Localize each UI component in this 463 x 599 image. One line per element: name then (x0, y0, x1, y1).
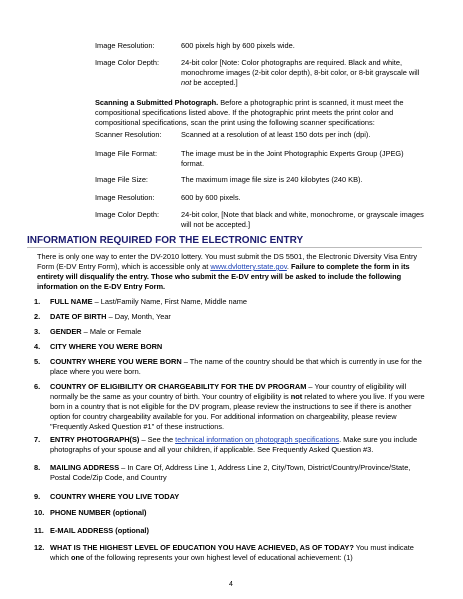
page-number: 4 (229, 581, 233, 588)
spec-value: The maximum image file size is 240 kilobytes (240 KB). (181, 175, 363, 184)
scanning-title: Scanning a Submitted Photograph. (95, 98, 219, 107)
spec-label: Scanner Resolution: (95, 130, 162, 139)
section-heading: INFORMATION REQUIRED FOR THE ELECTRONIC ENTRY (27, 234, 422, 248)
dvlottery-link[interactable]: www.dvlottery.state.gov (210, 262, 287, 271)
spec-value: 600 by 600 pixels. (181, 193, 241, 202)
scanning-paragraph: Scanning a Submitted Photograph. Before a photographic print is scanned, it must meet the compositional specifications listed above. If the photographic print meets the print color and compositional specifications, scan the print using the following scanner specifications: (95, 98, 404, 127)
spec-label: Image Color Depth: (95, 210, 160, 219)
spec-value: The image must be in the Joint Photographic Experts Group (JPEG) format. (181, 149, 404, 168)
spec-value: Scanned at a resolution of at least 150 dots per inch (dpi). (181, 130, 371, 139)
intro-paragraph: There is only one way to enter the DV-2010 lottery. You must submit the DS 5501, the Electronic Diversity Visa Entry Form (E-DV Entry Form), which is accessible only at www.dvlottery.state.gov. Failure to complete the form in its entirety will disqualify the entry. Those who submit the E-DV entry will be asked to include the following information on the E-DV Entry Form. (37, 252, 418, 291)
spec-label: Image File Format: (95, 149, 158, 158)
spec-value: 24-bit color [Note: Color photographs are required. Black and white, monochrome images (2-bit color depth), 8-bit color, or 8-bit grayscale will not be accepted.] (181, 58, 420, 87)
spec-value: 600 pixels high by 600 pixels wide. (181, 41, 295, 50)
photo-specs-link[interactable]: technical information on photograph specifications (175, 435, 340, 444)
spec-label: Image File Size: (95, 175, 148, 184)
spec-label: Image Resolution: (95, 41, 155, 50)
spec-value: 24-bit color, [Note that black and white, monochrome, or grayscale images will not be accepted.] (181, 210, 424, 229)
spec-label: Image Resolution: (95, 193, 155, 202)
spec-label: Image Color Depth: (95, 58, 160, 67)
